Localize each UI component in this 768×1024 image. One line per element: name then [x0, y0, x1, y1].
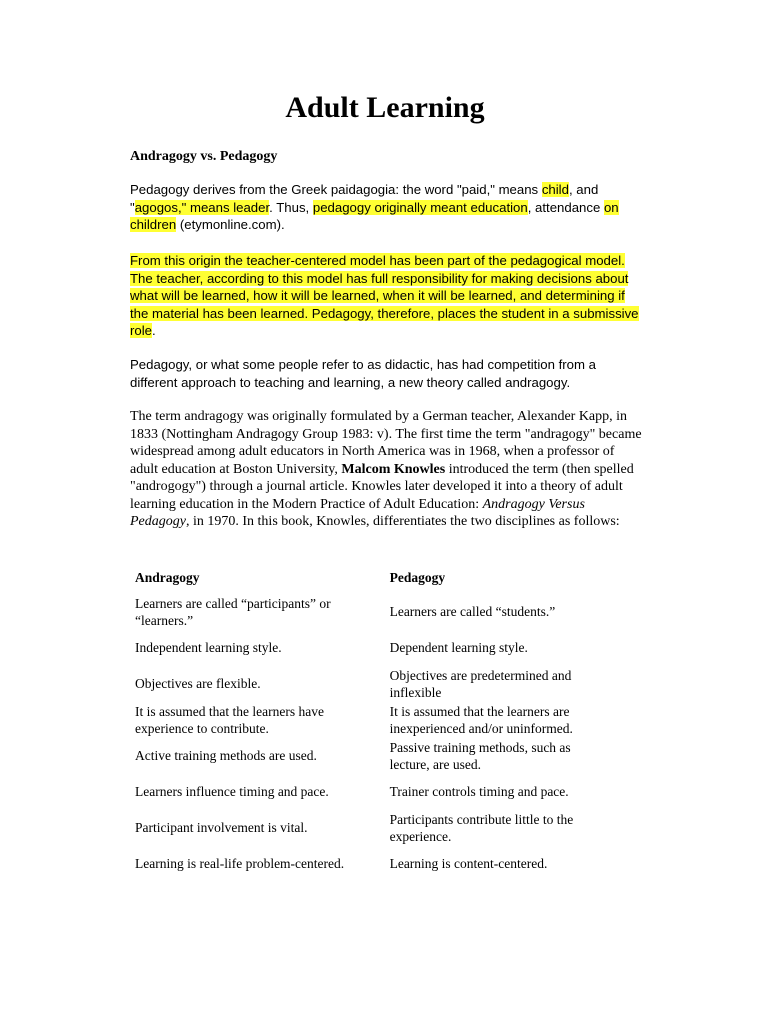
- table-row: [130, 810, 642, 846]
- table-row: [130, 594, 642, 630]
- highlighted-text: agogos," means leader: [134, 199, 270, 215]
- table-cell: Participants contribute little to the experience.: [389, 811, 574, 844]
- table-cell: Trainer controls timing and pace.: [389, 784, 569, 800]
- book-title: Andragogy Versus Pedagogy: [130, 496, 585, 529]
- text-run: .: [152, 323, 156, 338]
- table-cell: Passive training methods, such as lecture, are used.: [389, 739, 571, 772]
- text-run: , attendance: [527, 199, 604, 215]
- paragraph-andragogy-history: [130, 408, 642, 531]
- table-row: [130, 738, 642, 774]
- table-row: [130, 630, 642, 666]
- column-header-pedagogy: Pedagogy: [389, 570, 446, 586]
- table-cell: Learners are called “participants” or “learners.”: [135, 595, 331, 628]
- comparison-table: [130, 562, 642, 882]
- table-cell: Objectives are flexible.: [135, 676, 261, 692]
- table-row: [130, 702, 642, 738]
- highlighted-text: on children: [130, 199, 619, 232]
- table-cell: Independent learning style.: [135, 640, 282, 656]
- text-run: Pedagogy derives from the Greek paidagogia: the word "paid," means: [130, 182, 542, 197]
- paragraph-didactic: Pedagogy, or what some people refer to as didactic, has had competition from a different approach to teaching and learning, a new theory called andragogy.: [130, 357, 596, 390]
- paragraph-teacher-centered: [130, 252, 642, 340]
- highlighted-text: From this origin the teacher-centered model has been part of the pedagogical model. The teacher, according to this model has full responsibility for making decisions about what will be learned, how it will be learned, when it will be learned, and determining if the material has been learned. Pedagogy, therefore, places the student in a submissive role: [130, 253, 639, 338]
- author-name: Malcom Knowles: [341, 461, 446, 477]
- text-run: . Thus,: [269, 199, 313, 215]
- table-row: [130, 846, 642, 882]
- column-header-andragogy: Andragogy: [135, 570, 200, 586]
- text-run: introduced the term (then spelled "androgogy") through a journal article. Knowles later developed it into a theory of adult learning education in the Modern Practice of Adult Education:: [130, 461, 634, 512]
- text-run: , in 1970. In this book, Knowles, differentiates the two disciplines as follows:: [185, 514, 620, 529]
- text-run: The term andragogy was originally formulated by a German teacher, Alexander Kapp, in 1833 (Nottingham Andragogy Group 1983: v). The first time the term "andragogy" became widespread among adult educators in North America was in 1968, when a professor of adult education at Boston University,: [130, 409, 642, 477]
- table-cell: Active training methods are used.: [135, 748, 317, 764]
- table-row: [130, 774, 642, 810]
- table-cell: Dependent learning style.: [389, 640, 528, 656]
- table-cell: It is assumed that the learners have experience to contribute.: [135, 703, 324, 736]
- section-heading: Andragogy vs. Pedagogy: [130, 149, 278, 164]
- table-cell: Learning is content-centered.: [389, 856, 548, 872]
- table-cell: It is assumed that the learners are inexperienced and/or uninformed.: [389, 703, 573, 736]
- table-cell: Participant involvement is vital.: [135, 820, 308, 836]
- highlighted-text: child: [541, 182, 569, 197]
- text-run: , and ": [130, 182, 599, 215]
- table-cell: Learning is real-life problem-centered.: [135, 856, 345, 872]
- table-cell: Objectives are predetermined and inflexible: [389, 667, 572, 700]
- text-run: (etymonline.com).: [176, 217, 285, 232]
- table-cell: Learners influence timing and pace.: [135, 784, 329, 800]
- table-row: [130, 666, 642, 702]
- paragraph-etymology: [130, 181, 642, 234]
- table-cell: Learners are called “students.”: [389, 604, 556, 620]
- page-title: Adult Learning: [285, 91, 485, 124]
- highlighted-text: pedagogy originally meant education: [312, 199, 528, 215]
- table-header-row: [130, 562, 642, 594]
